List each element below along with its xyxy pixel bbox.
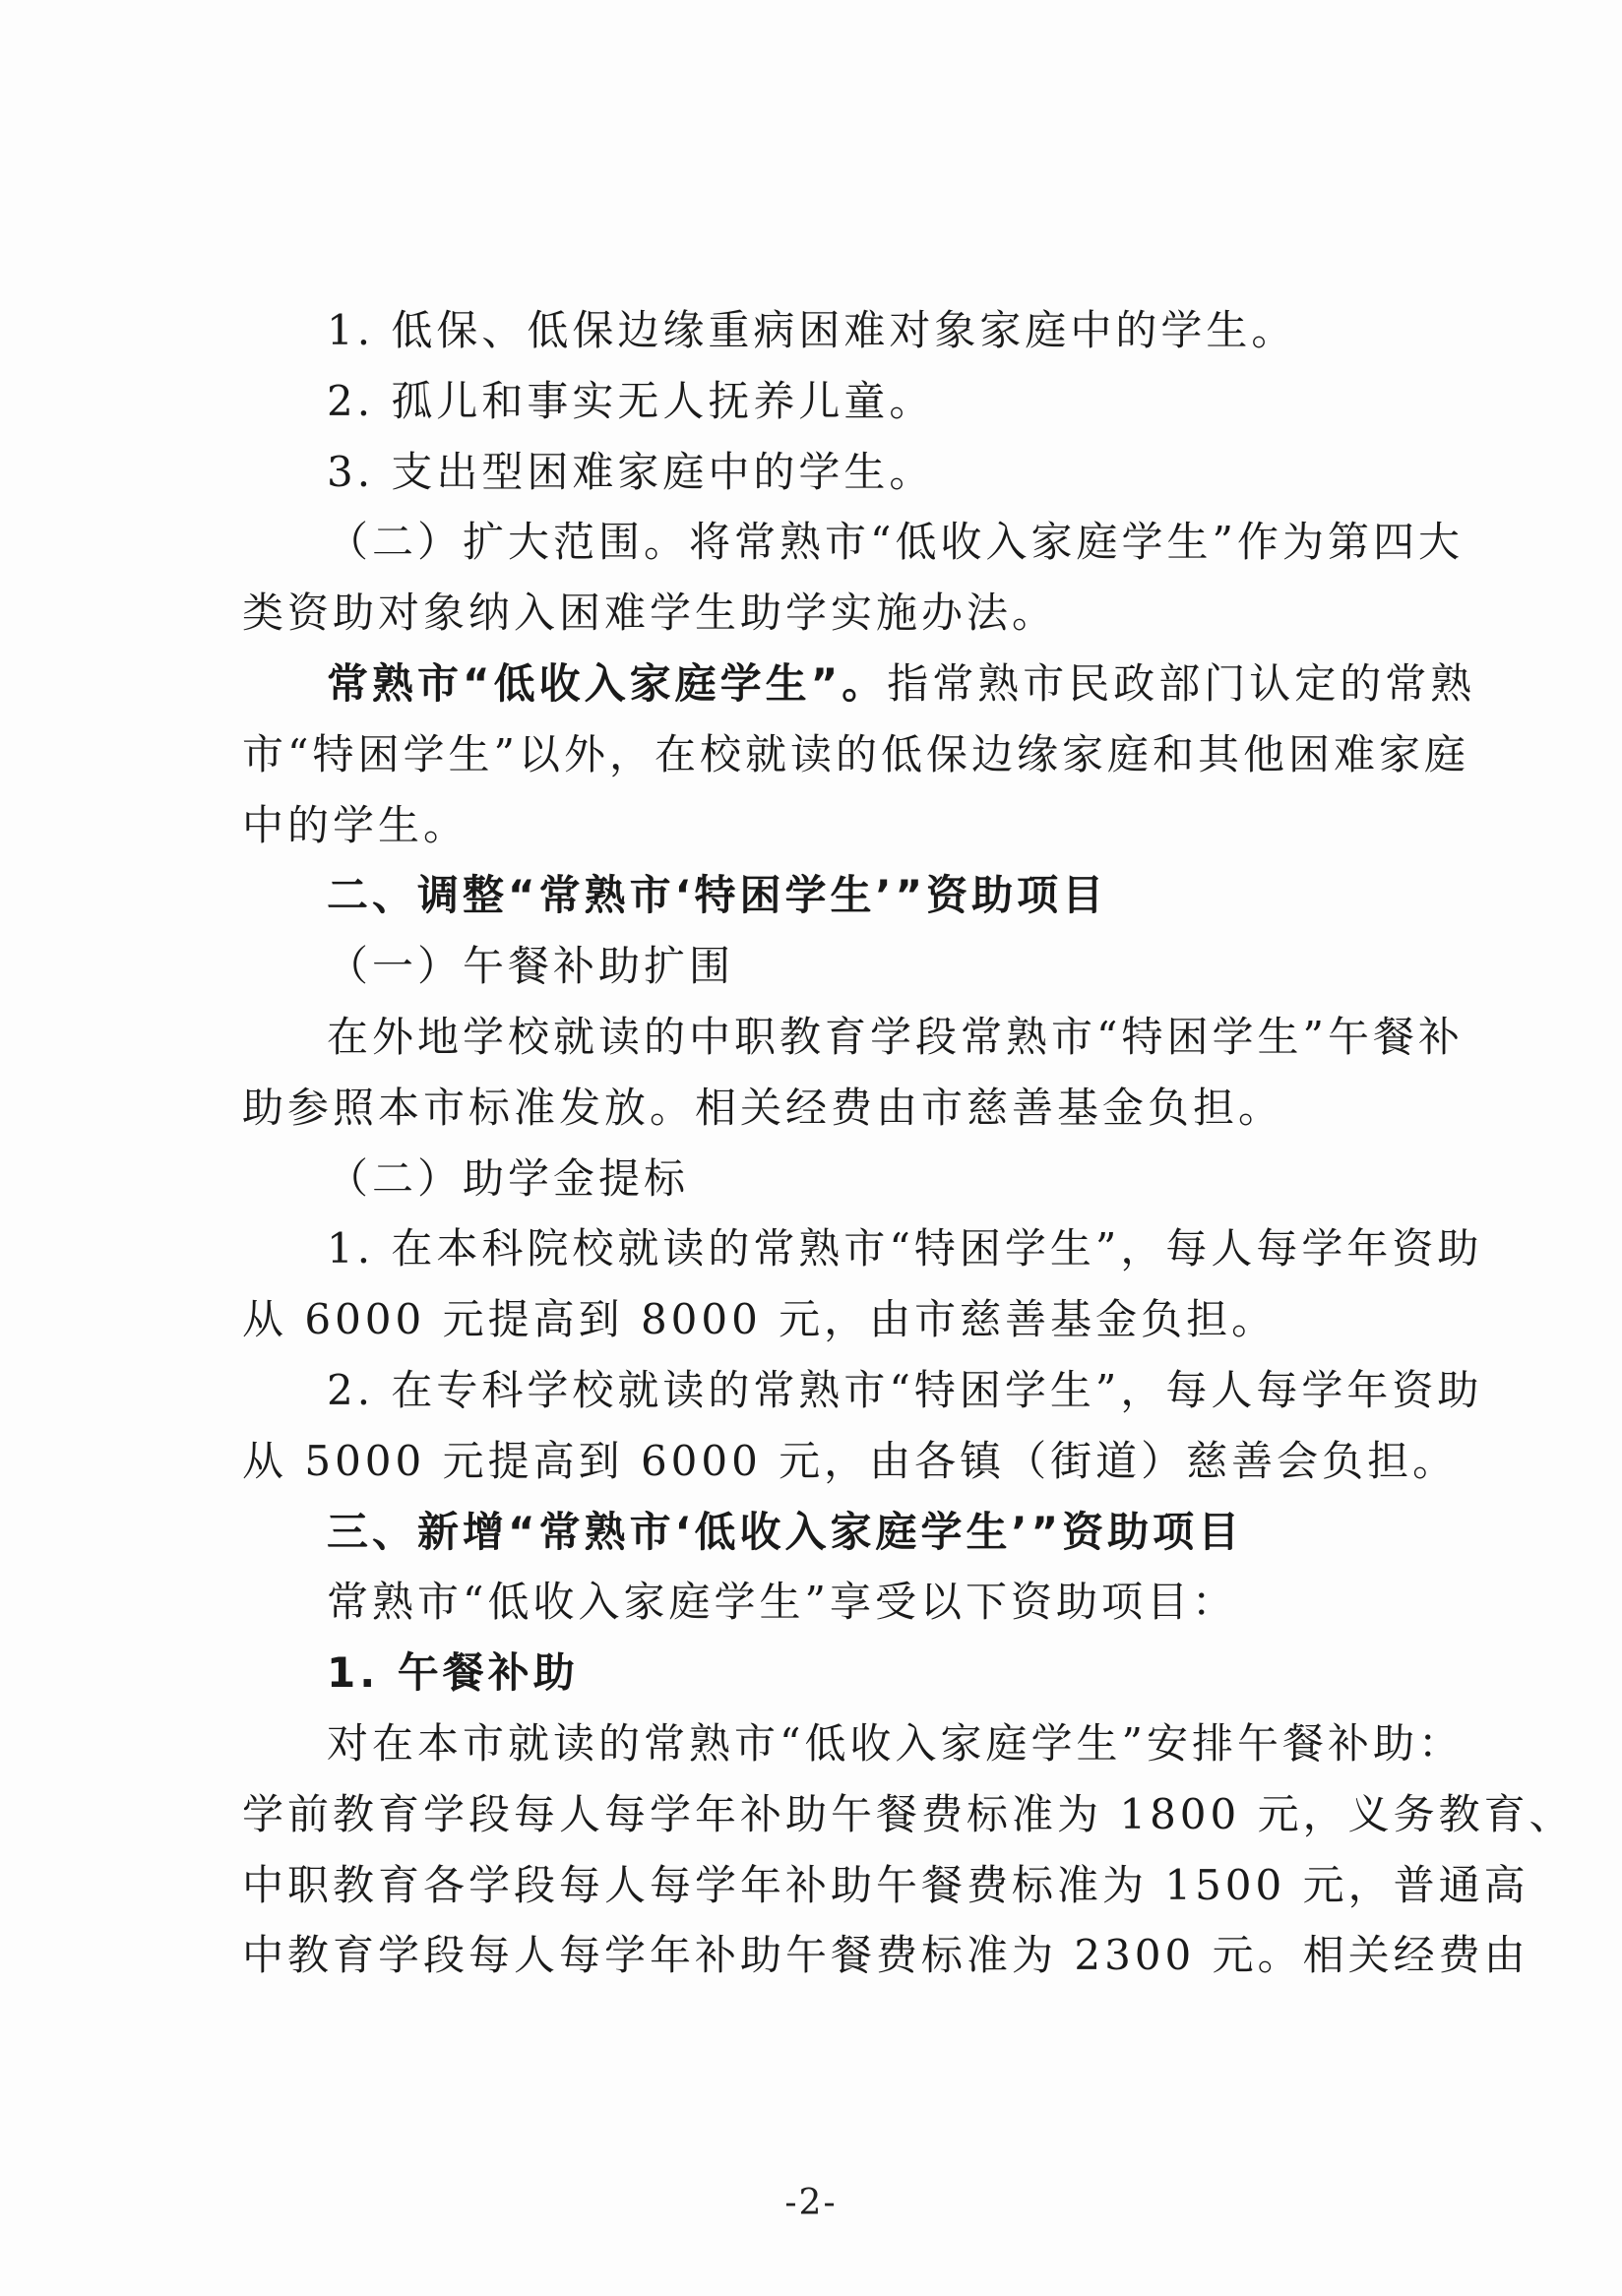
paragraph-lunch-line-2: 助参照本市标准发放。相关经费由市慈善基金负担。 (242, 1083, 1284, 1132)
page-number: -2- (784, 2183, 838, 2223)
paragraph-subsidy-line-1: 对在本市就读的常熟市“低收入家庭学生”安排午餐补助： (327, 1718, 1464, 1768)
list-item-1: 1. 低保、低保边缘重病困难对象家庭中的学生。 (327, 306, 1297, 354)
subheading-lunch-expansion: （一）午餐补助扩围 (327, 942, 735, 991)
definition-text: 指常熟市民政部门认定的常熟 (887, 658, 1476, 708)
subheading-grant-increase: （二）助学金提标 (327, 1153, 690, 1203)
definition-line-3: 中的学生。 (242, 800, 469, 849)
definition-line-1 (242, 649, 1476, 719)
grant-item-2-line-1: 2. 在专科学校就读的常熟市“特困学生”，每人每学年资助 (327, 1365, 1483, 1414)
subheading-lunch-subsidy: 1. 午餐补助 (327, 1648, 579, 1698)
paragraph-subsidy-line-4: 中教育学段每人每学年补助午餐费标准为 2300 元。相关经费由 (242, 1931, 1529, 1980)
paragraph-expand-scope-line-2: 类资助对象纳入困难学生助学实施办法。 (242, 589, 1058, 638)
list-item-3: 3. 支出型困难家庭中的学生。 (327, 447, 935, 496)
document-body (242, 295, 1575, 1991)
paragraph-expand-scope-line-1: （二）扩大范围。将常熟市“低收入家庭学生”作为第四大 (327, 518, 1464, 567)
definition-line-2: 市“特困学生”以外，在校就读的低保边缘家庭和其他困难家庭 (242, 729, 1469, 778)
paragraph-subsidy-line-2: 学前教育学段每人每学年补助午餐费标准为 1800 元，义务教育、 (242, 1789, 1575, 1838)
grant-item-1-line-1: 1. 在本科院校就读的常熟市“特困学生”，每人每学年资助 (327, 1224, 1483, 1273)
grant-item-2-line-2: 从 5000 元提高到 6000 元，由各镇（街道）慈善会负担。 (242, 1436, 1459, 1485)
paragraph-lunch-line-1: 在外地学校就读的中职教育学段常熟市“特困学生”午餐补 (327, 1012, 1464, 1061)
paragraph-subsidy-line-3: 中职教育各学段每人每学年补助午餐费标准为 1500 元，普通高 (242, 1860, 1529, 1909)
paragraph-intro: 常熟市“低收入家庭学生”享受以下资助项目： (327, 1578, 1237, 1627)
section-heading-3: 三、新增“常熟市‘低收入家庭学生’”资助项目 (327, 1507, 1244, 1556)
grant-item-1-line-2: 从 6000 元提高到 8000 元，由市慈善基金负担。 (242, 1295, 1278, 1344)
section-heading-2: 二、调整“常熟市‘特困学生’”资助项目 (327, 871, 1108, 920)
definition-term: 常熟市“低收入家庭学生”。 (327, 658, 888, 708)
list-item-2: 2. 孤儿和事实无人抚养儿童。 (327, 376, 935, 425)
